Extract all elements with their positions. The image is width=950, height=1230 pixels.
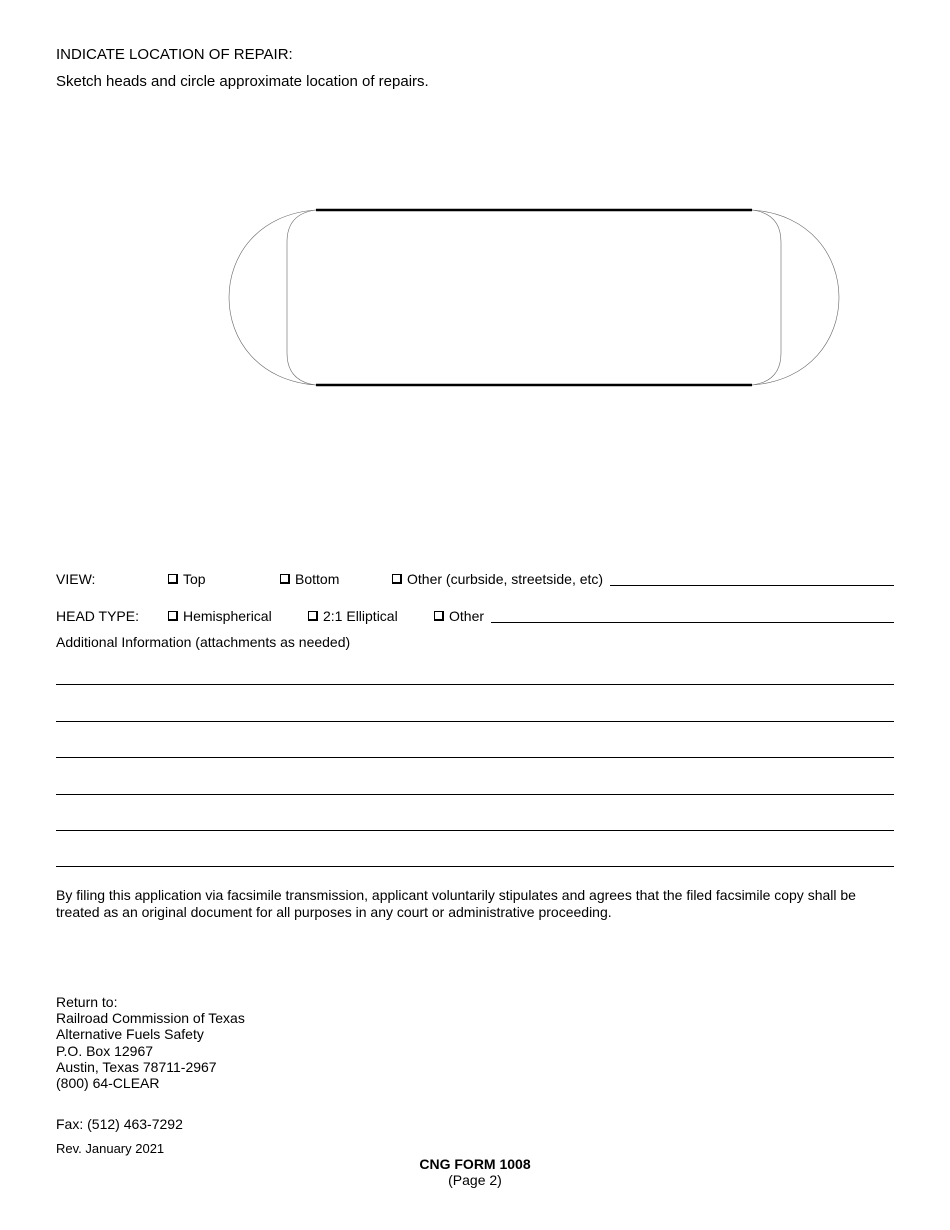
revision-date: Rev. January 2021: [56, 1141, 165, 1156]
additional-info-line[interactable]: [56, 866, 894, 867]
head-type-label: HEAD TYPE:: [56, 608, 139, 624]
tank-left-head-inner: [287, 210, 316, 385]
head-type-option-elliptical[interactable]: [308, 608, 398, 624]
additional-info-line[interactable]: [56, 757, 894, 758]
view-label: VIEW:: [56, 571, 96, 587]
checkbox-icon[interactable]: [168, 574, 178, 584]
section-title: INDICATE LOCATION OF REPAIR:: [56, 46, 293, 63]
additional-info-label: Additional Information (attachments as needed): [56, 634, 351, 650]
checkbox-icon[interactable]: [392, 574, 402, 584]
additional-info-line[interactable]: [56, 721, 894, 722]
view-option-other[interactable]: [392, 571, 603, 587]
tank-right-head-inner: [752, 210, 781, 385]
return-address-line: Railroad Commission of Texas: [56, 1010, 245, 1027]
view-option-top-label: Top: [183, 571, 206, 587]
additional-info-line[interactable]: [56, 684, 894, 685]
fax-number: Fax: (512) 463-7292: [56, 1116, 183, 1132]
checkbox-icon[interactable]: [168, 611, 178, 621]
tank-right-head-outer: [752, 210, 839, 385]
checkbox-icon[interactable]: [308, 611, 318, 621]
view-option-other-label: Other (curbside, streetside, etc): [407, 571, 604, 587]
head-type-option-other[interactable]: [434, 608, 484, 624]
return-address: [56, 994, 245, 1091]
page-number: (Page 2): [448, 1172, 502, 1188]
additional-info-line[interactable]: [56, 794, 894, 795]
return-to-label: Return to:: [56, 994, 118, 1010]
return-phone: (800) 64-CLEAR: [56, 1075, 160, 1092]
view-option-bottom[interactable]: [280, 571, 339, 587]
head-type-option-hemispherical[interactable]: [168, 608, 272, 624]
return-address-line: Austin, Texas 78711-2967: [56, 1058, 217, 1075]
view-option-top[interactable]: [168, 571, 206, 587]
head-type-other-input-line[interactable]: [491, 622, 894, 623]
facsimile-disclaimer: By filing this application via facsimile transmission, applicant voluntarily stipulates and agrees that the filed facsimile copy shall be treated as an original document for all purposes in any court or administrative proceeding.: [56, 887, 856, 920]
checkbox-icon[interactable]: [280, 574, 290, 584]
return-address-line: Alternative Fuels Safety: [56, 1026, 204, 1043]
view-option-bottom-label: Bottom: [295, 571, 340, 587]
sketch-instruction: Sketch heads and circle approximate location of repairs.: [56, 73, 429, 90]
tank-left-head-outer: [229, 210, 316, 385]
additional-info-line[interactable]: [56, 830, 894, 831]
head-type-option-elliptical-label: 2:1 Elliptical: [323, 608, 398, 624]
form-name: CNG FORM 1008: [419, 1156, 531, 1172]
view-other-input-line[interactable]: [610, 585, 894, 586]
checkbox-icon[interactable]: [434, 611, 444, 621]
head-type-option-hemispherical-label: Hemispherical: [183, 608, 272, 624]
head-type-option-other-label: Other: [449, 608, 485, 624]
return-address-line: P.O. Box 12967: [56, 1042, 154, 1059]
